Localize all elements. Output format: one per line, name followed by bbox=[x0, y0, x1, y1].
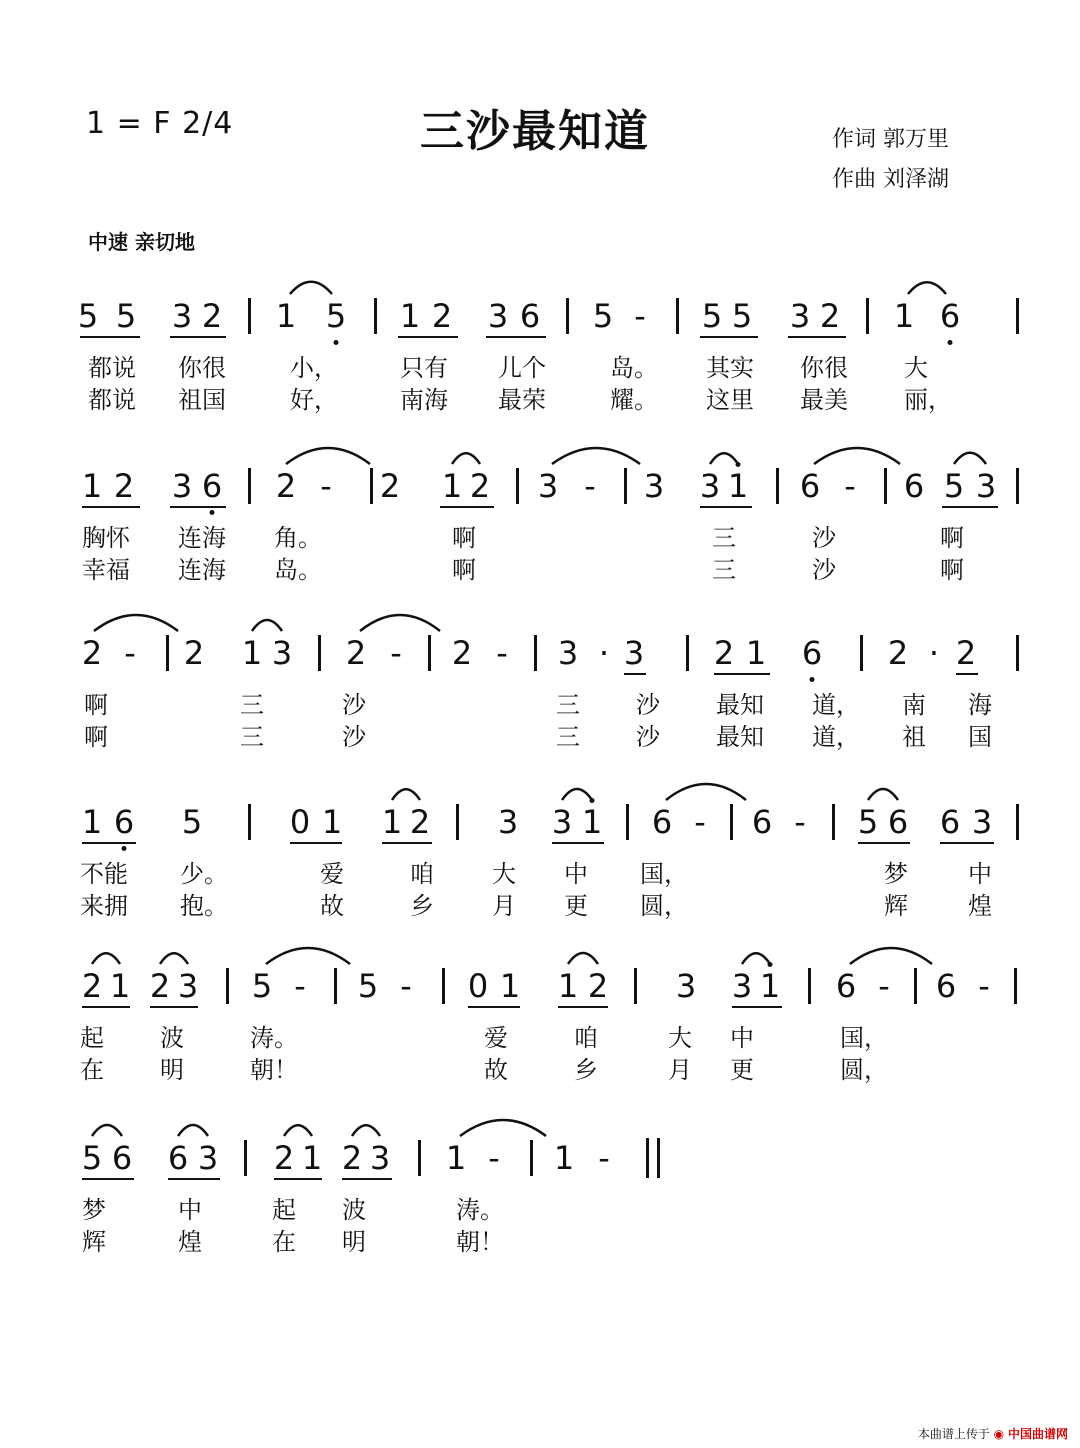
lyric-verse2: 在 bbox=[272, 1228, 296, 1256]
note: 1 bbox=[399, 297, 421, 335]
note: 2 bbox=[275, 467, 297, 505]
slur bbox=[908, 282, 946, 294]
lyric-verse1: 爱 bbox=[484, 1024, 508, 1052]
note: 3 bbox=[623, 634, 645, 672]
note: 1 bbox=[727, 467, 749, 505]
note: 6 bbox=[799, 467, 821, 505]
lyric-verse1: 波 bbox=[160, 1024, 184, 1052]
note: 1 bbox=[301, 1139, 323, 1177]
note: 5 bbox=[251, 967, 273, 1005]
note: 5 bbox=[325, 297, 347, 335]
note: · bbox=[928, 634, 940, 672]
lyric-verse2: 乡 bbox=[574, 1056, 598, 1084]
lyric-verse1: 不能 bbox=[80, 860, 128, 888]
note: 2 bbox=[713, 634, 735, 672]
lyric-verse1: 啊 bbox=[452, 524, 476, 552]
note: 3 bbox=[171, 467, 193, 505]
lyric-verse1: 沙 bbox=[636, 691, 660, 719]
note: 6 bbox=[751, 803, 773, 841]
lyric-verse1: 梦 bbox=[884, 860, 908, 888]
note: 6 bbox=[167, 1139, 189, 1177]
lyric-verse2: 更 bbox=[730, 1056, 754, 1084]
lyric-verse2: 连海 bbox=[178, 556, 226, 584]
lyric-verse1: 小， bbox=[290, 354, 338, 382]
note: 2 bbox=[819, 297, 841, 335]
lyric-verse1: 大 bbox=[668, 1024, 692, 1052]
note: 5 bbox=[81, 1139, 103, 1177]
note: 2 bbox=[379, 467, 401, 505]
note: 1 bbox=[81, 803, 103, 841]
note: 5 bbox=[115, 297, 137, 335]
lyric-verse1: 连海 bbox=[178, 524, 226, 552]
lyric-verse2: 道， bbox=[812, 723, 860, 751]
note: 3 bbox=[369, 1139, 391, 1177]
slur bbox=[290, 282, 332, 294]
lyric-verse2: 在 bbox=[80, 1056, 104, 1084]
note: 1 bbox=[109, 967, 131, 1005]
lyric-verse2: 祖国 bbox=[178, 386, 226, 414]
note: 3 bbox=[971, 803, 993, 841]
note: 3 bbox=[675, 967, 697, 1005]
note: 3 bbox=[643, 467, 665, 505]
note: 2 bbox=[409, 803, 431, 841]
note: 2 bbox=[113, 467, 135, 505]
slur bbox=[266, 948, 350, 964]
lyric-verse2: 三 bbox=[240, 723, 264, 751]
note: 1 bbox=[893, 297, 915, 335]
lyric-verse2: 沙 bbox=[342, 723, 366, 751]
lyric-verse1: 起 bbox=[80, 1024, 104, 1052]
slur bbox=[160, 953, 188, 964]
lyric-verse1: 海 bbox=[968, 691, 992, 719]
lyric-verse2: 三 bbox=[556, 723, 580, 751]
note: 2 bbox=[341, 1139, 363, 1177]
lyric-verse1: 只有 bbox=[400, 354, 448, 382]
lyric-verse2: 最知 bbox=[716, 723, 764, 751]
lyric-verse1: 中 bbox=[178, 1196, 202, 1224]
note: 0 bbox=[467, 967, 489, 1005]
note: 1 bbox=[557, 967, 579, 1005]
slur bbox=[814, 448, 900, 464]
lyric-verse2: 都说 bbox=[88, 386, 136, 414]
lyric-verse1: 国， bbox=[640, 860, 688, 888]
note: - bbox=[878, 967, 890, 1005]
note: 3 bbox=[731, 967, 753, 1005]
lyric-verse1: 最知 bbox=[716, 691, 764, 719]
slur bbox=[742, 953, 770, 964]
note: 1 bbox=[441, 467, 463, 505]
lyric-verse1: 少。 bbox=[180, 860, 228, 888]
slur bbox=[868, 789, 898, 800]
note: 3 bbox=[487, 297, 509, 335]
note: 1 bbox=[759, 967, 781, 1005]
note: 3 bbox=[171, 297, 193, 335]
note: 3 bbox=[537, 467, 559, 505]
slur bbox=[568, 953, 598, 964]
note: 2 bbox=[587, 967, 609, 1005]
note: - bbox=[400, 967, 412, 1005]
note: 5 bbox=[357, 967, 379, 1005]
slur bbox=[352, 1125, 380, 1136]
note: 2 bbox=[81, 634, 103, 672]
lyric-verse2: 好， bbox=[290, 386, 338, 414]
lyric-verse1: 三 bbox=[712, 524, 736, 552]
note: 6 bbox=[935, 967, 957, 1005]
note: 1 bbox=[81, 467, 103, 505]
lyric-verse1: 涛。 bbox=[456, 1196, 504, 1224]
lyric-verse1: 都说 bbox=[88, 354, 136, 382]
note: 3 bbox=[177, 967, 199, 1005]
note: - bbox=[794, 803, 806, 841]
note: 5 bbox=[592, 297, 614, 335]
lyric-verse2: 啊 bbox=[940, 556, 964, 584]
note: 6 bbox=[113, 803, 135, 841]
slur bbox=[92, 953, 120, 964]
lyric-verse2: 乡 bbox=[410, 892, 434, 920]
note: · bbox=[598, 634, 610, 672]
note: 5 bbox=[181, 803, 203, 841]
lyric-verse1: 起 bbox=[272, 1196, 296, 1224]
lyric-verse1: 儿个 bbox=[498, 354, 546, 382]
note: 5 bbox=[77, 297, 99, 335]
footer-site-name: 中国曲谱网 bbox=[1007, 1427, 1068, 1441]
lyric-verse2: 煌 bbox=[178, 1228, 202, 1256]
lyric-verse2: 煌 bbox=[968, 892, 992, 920]
note: - bbox=[294, 967, 306, 1005]
slur bbox=[552, 448, 640, 464]
lyric-verse2: 这里 bbox=[706, 386, 754, 414]
note: - bbox=[694, 803, 706, 841]
note: 3 bbox=[557, 634, 579, 672]
lyric-verse2: 最荣 bbox=[498, 386, 546, 414]
site-footer bbox=[918, 1425, 1068, 1442]
note: - bbox=[844, 467, 856, 505]
lyric-verse1: 岛。 bbox=[610, 354, 658, 382]
note: 1 bbox=[445, 1139, 467, 1177]
lyric-verse1: 涛。 bbox=[250, 1024, 298, 1052]
note: 5 bbox=[857, 803, 879, 841]
lyric-verse2: 啊 bbox=[452, 556, 476, 584]
lyric-verse2: 月 bbox=[668, 1056, 692, 1084]
note: 1 bbox=[581, 803, 603, 841]
lyric-verse2: 国 bbox=[968, 723, 992, 751]
note: 2 bbox=[955, 634, 977, 672]
note: 6 bbox=[519, 297, 541, 335]
slur bbox=[286, 448, 370, 464]
lyric-verse2: 抱。 bbox=[180, 892, 228, 920]
note: 5 bbox=[731, 297, 753, 335]
lyric-verse2: 更 bbox=[564, 892, 588, 920]
note: 2 bbox=[345, 634, 367, 672]
note: 6 bbox=[939, 803, 961, 841]
lyric-verse1: 咱 bbox=[410, 860, 434, 888]
lyric-verse1: 三 bbox=[556, 691, 580, 719]
lyric-verse2: 岛。 bbox=[274, 556, 322, 584]
lyric-verse2: 故 bbox=[320, 892, 344, 920]
lyric-verse1: 大 bbox=[492, 860, 516, 888]
lyric-verse2: 明 bbox=[342, 1228, 366, 1256]
lyric-verse2: 圆， bbox=[640, 892, 688, 920]
lyricist-credit: 作词 郭万里 bbox=[832, 127, 949, 152]
lyric-verse1: 你很 bbox=[178, 354, 226, 382]
lyric-verse1: 咱 bbox=[574, 1024, 598, 1052]
key-signature: 1 = F 2/4 bbox=[86, 106, 234, 141]
note: 6 bbox=[111, 1139, 133, 1177]
lyric-verse2: 朝！ bbox=[456, 1228, 504, 1256]
slur bbox=[92, 1125, 122, 1136]
slur bbox=[452, 453, 480, 464]
note: 3 bbox=[497, 803, 519, 841]
lyric-verse2: 啊 bbox=[84, 723, 108, 751]
note: - bbox=[124, 634, 136, 672]
note: 2 bbox=[81, 967, 103, 1005]
note: 0 bbox=[289, 803, 311, 841]
lyric-verse2: 最美 bbox=[800, 386, 848, 414]
note: 1 bbox=[745, 634, 767, 672]
note: 1 bbox=[275, 297, 297, 335]
note: 3 bbox=[197, 1139, 219, 1177]
lyric-verse2: 朝！ bbox=[250, 1056, 298, 1084]
lyric-verse2: 幸福 bbox=[82, 556, 130, 584]
lyric-verse2: 沙 bbox=[812, 556, 836, 584]
note: 6 bbox=[939, 297, 961, 335]
note: 2 bbox=[273, 1139, 295, 1177]
slur bbox=[360, 615, 440, 631]
note: - bbox=[598, 1139, 610, 1177]
tempo-marking: 中速 亲切地 bbox=[88, 230, 195, 254]
note: 5 bbox=[943, 467, 965, 505]
note: 1 bbox=[553, 1139, 575, 1177]
note: 6 bbox=[903, 467, 925, 505]
lyric-verse1: 中 bbox=[564, 860, 588, 888]
lyric-verse1: 南 bbox=[902, 691, 926, 719]
note: 2 bbox=[201, 297, 223, 335]
note: 3 bbox=[789, 297, 811, 335]
note: 1 bbox=[321, 803, 343, 841]
note: - bbox=[320, 467, 332, 505]
lyric-verse2: 故 bbox=[484, 1056, 508, 1084]
lyric-verse2: 祖 bbox=[902, 723, 926, 751]
note: 1 bbox=[241, 634, 263, 672]
lyric-verse1: 国， bbox=[840, 1024, 888, 1052]
slur bbox=[252, 620, 282, 631]
lyric-verse1: 三 bbox=[240, 691, 264, 719]
note: 6 bbox=[651, 803, 673, 841]
note: 6 bbox=[835, 967, 857, 1005]
lyric-verse1: 爱 bbox=[320, 860, 344, 888]
slur bbox=[94, 615, 178, 631]
lyric-verse1: 角。 bbox=[274, 524, 322, 552]
slur bbox=[460, 1120, 546, 1136]
site-logo-icon: ◉ bbox=[993, 1427, 1005, 1441]
slur bbox=[392, 789, 420, 800]
slur bbox=[284, 1125, 312, 1136]
lyric-verse1: 中 bbox=[968, 860, 992, 888]
lyric-verse2: 南海 bbox=[400, 386, 448, 414]
note: - bbox=[390, 634, 402, 672]
note: 1 bbox=[381, 803, 403, 841]
lyric-verse1: 你很 bbox=[800, 354, 848, 382]
lyric-verse1: 波 bbox=[342, 1196, 366, 1224]
note: - bbox=[488, 1139, 500, 1177]
note: 3 bbox=[699, 467, 721, 505]
note: 6 bbox=[801, 634, 823, 672]
note: - bbox=[496, 634, 508, 672]
lyric-verse2: 圆， bbox=[840, 1056, 888, 1084]
note: - bbox=[978, 967, 990, 1005]
note: 2 bbox=[431, 297, 453, 335]
note: - bbox=[584, 467, 596, 505]
lyric-verse1: 啊 bbox=[84, 691, 108, 719]
lyric-verse1: 沙 bbox=[342, 691, 366, 719]
lyric-verse1: 啊 bbox=[940, 524, 964, 552]
slur bbox=[850, 948, 932, 964]
note: - bbox=[634, 297, 646, 335]
lyric-verse2: 来拥 bbox=[80, 892, 128, 920]
note: 6 bbox=[887, 803, 909, 841]
note: 2 bbox=[183, 634, 205, 672]
lyric-verse2: 三 bbox=[712, 556, 736, 584]
note: 2 bbox=[469, 467, 491, 505]
lyric-verse1: 大 bbox=[904, 354, 928, 382]
slur bbox=[666, 784, 746, 800]
lyric-verse2: 辉 bbox=[884, 892, 908, 920]
lyric-verse1: 胸怀 bbox=[82, 524, 130, 552]
note: 3 bbox=[271, 634, 293, 672]
lyric-verse1: 沙 bbox=[812, 524, 836, 552]
lyric-verse1: 其实 bbox=[706, 354, 754, 382]
lyric-verse1: 道， bbox=[812, 691, 860, 719]
note: 5 bbox=[701, 297, 723, 335]
lyric-verse2: 耀。 bbox=[610, 386, 658, 414]
lyric-verse2: 丽， bbox=[904, 386, 952, 414]
slur bbox=[562, 789, 592, 800]
slur bbox=[710, 453, 738, 464]
composer-credit: 作曲 刘泽湖 bbox=[832, 167, 949, 192]
lyric-verse1: 中 bbox=[730, 1024, 754, 1052]
song-title: 三沙最知道 bbox=[420, 106, 650, 157]
lyric-verse2: 沙 bbox=[636, 723, 660, 751]
lyric-verse2: 月 bbox=[492, 892, 516, 920]
lyric-verse2: 辉 bbox=[82, 1228, 106, 1256]
note: 2 bbox=[451, 634, 473, 672]
lyric-verse2: 明 bbox=[160, 1056, 184, 1084]
note: 3 bbox=[551, 803, 573, 841]
note: 2 bbox=[149, 967, 171, 1005]
footer-upload-text: 本曲谱上传于 bbox=[917, 1427, 990, 1441]
slur bbox=[954, 453, 986, 464]
note: 2 bbox=[887, 634, 909, 672]
note: 3 bbox=[975, 467, 997, 505]
lyric-verse1: 梦 bbox=[82, 1196, 106, 1224]
note: 6 bbox=[201, 467, 223, 505]
slur bbox=[178, 1125, 208, 1136]
note: 1 bbox=[499, 967, 521, 1005]
